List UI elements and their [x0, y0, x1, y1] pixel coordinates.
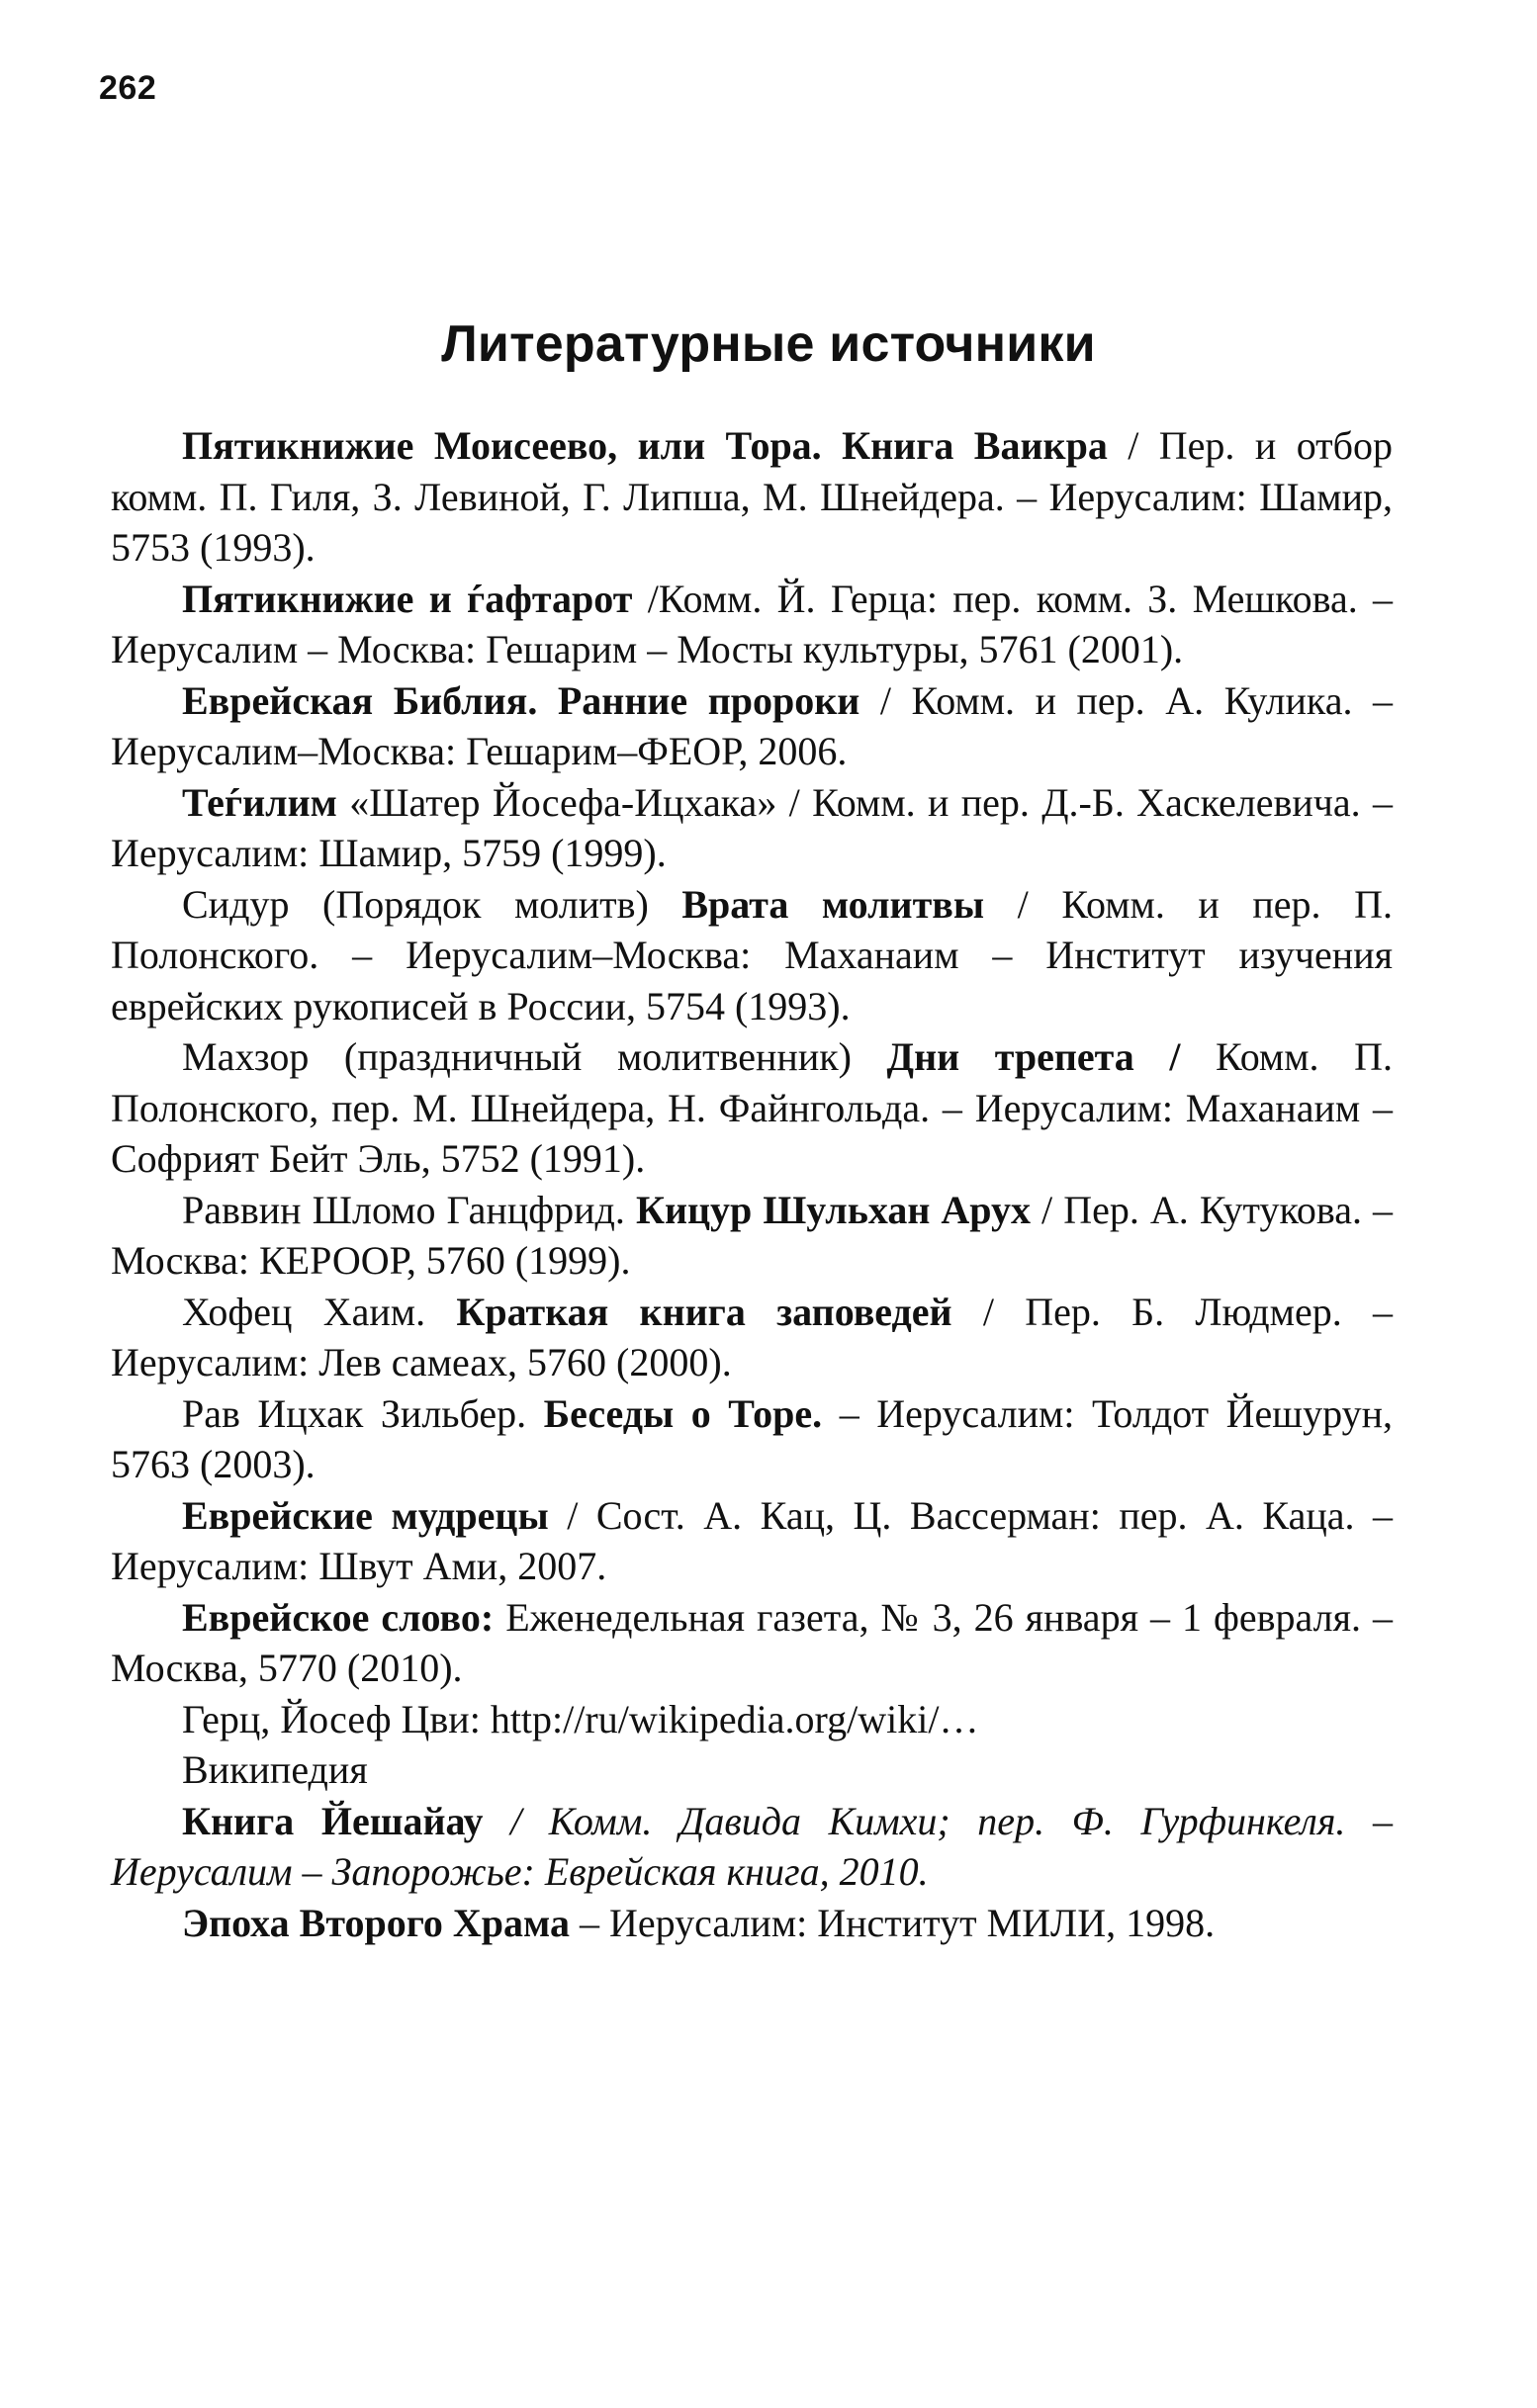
reference-title: Врата молитвы	[681, 881, 985, 927]
reference-text: Герц, Йосеф Цви: http://ru/wikipedia.org/wiki/…	[182, 1696, 979, 1741]
reference-text: Википедия	[182, 1747, 368, 1792]
reference-entry	[111, 1592, 1393, 1694]
reference-details: – Иерусалим: Институт МИЛИ, 1998.	[569, 1900, 1216, 1945]
reference-title: Беседы о Торе.	[543, 1390, 823, 1436]
reference-details: / Комм. и пер. П. Полонского. – Иерусалим–Москва: Маханаим – Институт изучения еврейских рукописей в России, 5754 (1993).	[111, 881, 1393, 1028]
reference-prefix: Махзор (праздничный молитвенник)	[182, 1034, 887, 1079]
reference-details: / Сост. А. Кац, Ц. Вассерман: пер. А. Каца. – Иерусалим: Швут Ами, 2007.	[111, 1492, 1394, 1588]
reference-title: Дни трепета /	[886, 1034, 1181, 1079]
reference-entry	[111, 1490, 1393, 1592]
reference-details: Еженедельная газета, № 3, 26 января – 1 февраля. – Москва, 5770 (2010).	[111, 1594, 1393, 1690]
reference-details: «Шатер Йосефа-Ицхака» / Комм. и пер. Д.-Б. Хаскелевича. – Иерусалим: Шамир, 5759 (1999).	[111, 779, 1393, 875]
reference-details: / Пер. и отбор комм. П. Гиля, З. Левиной, Г. Липша, М. Шнейдера. – Иерусалим: Шамир, 5753 (1993).	[111, 423, 1393, 570]
reference-title: Еврейская Библия. Ранние пророки	[182, 677, 860, 723]
reference-details: / Пер. Б. Людмер. – Иерусалим: Лев самеах, 5760 (2000).	[111, 1289, 1393, 1384]
reference-title: Кицур Шульхан Арух	[635, 1187, 1032, 1232]
reference-entry	[111, 1388, 1393, 1490]
reference-prefix: Раввин Шломо Ганцфрид.	[182, 1187, 636, 1232]
reference-details-italic: / Комм. Давида Кимхи; пер. Ф. Гурфинкеля. – Иерусалим – Запорожье: Еврейская книга, 2010.	[111, 1798, 1393, 1894]
reference-details: / Комм. и пер. А. Кулика. – Иерусалим–Москва: Гешарим–ФЕОР, 2006.	[111, 677, 1394, 773]
reference-title: Еврейские мудрецы	[182, 1492, 549, 1538]
reference-title: Теѓилим	[182, 779, 337, 825]
references-list	[111, 420, 1393, 1948]
reference-entry	[111, 1287, 1393, 1388]
reference-entry	[111, 1744, 1393, 1796]
reference-title: Краткая книга заповедей	[456, 1289, 952, 1334]
reference-title: Книга Йешайау	[182, 1798, 484, 1843]
reference-entry	[111, 1796, 1393, 1898]
reference-entry	[111, 1031, 1393, 1185]
reference-entry	[111, 777, 1393, 879]
reference-prefix: Рав Ицхак Зильбер.	[182, 1390, 544, 1436]
reference-entry	[111, 420, 1393, 574]
reference-title: Еврейское слово:	[182, 1594, 495, 1640]
reference-prefix: Хофец Хаим.	[182, 1289, 457, 1334]
reference-entry	[111, 1898, 1393, 1949]
page-number: 262	[99, 69, 157, 107]
reference-title: Эпоха Второго Храма	[182, 1900, 570, 1945]
reference-entry	[111, 1185, 1393, 1287]
reference-details: / Пер. А. Кутукова. – Москва: КЕРООР, 5760 (1999).	[111, 1187, 1393, 1283]
reference-entry	[111, 1694, 1393, 1745]
reference-title: Пятикнижие и ѓафтарот	[182, 576, 633, 621]
reference-entry	[111, 879, 1393, 1032]
reference-details: – Иерусалим: Толдот Йешурун, 5763 (2003).	[111, 1390, 1393, 1486]
reference-details: /Комм. Й. Герца: пер. комм. З. Мешкова. – Иерусалим – Москва: Гешарим – Мосты культуры, 5761 (2001).	[111, 576, 1393, 671]
page-title: Литературные источники	[441, 315, 1096, 373]
reference-title: Пятикнижие Моисеево, или Тора. Книга Ваикра	[182, 423, 1108, 468]
reference-entry	[111, 675, 1393, 777]
reference-details: Комм. П. Полонского, пер. М. Шнейдера, Н. Файнгольда. – Иерусалим: Маханаим – Софрият Бейт Эль, 5752 (1991).	[111, 1034, 1393, 1181]
reference-prefix: Сидур (Порядок молитв)	[182, 881, 682, 927]
reference-entry	[111, 574, 1393, 675]
